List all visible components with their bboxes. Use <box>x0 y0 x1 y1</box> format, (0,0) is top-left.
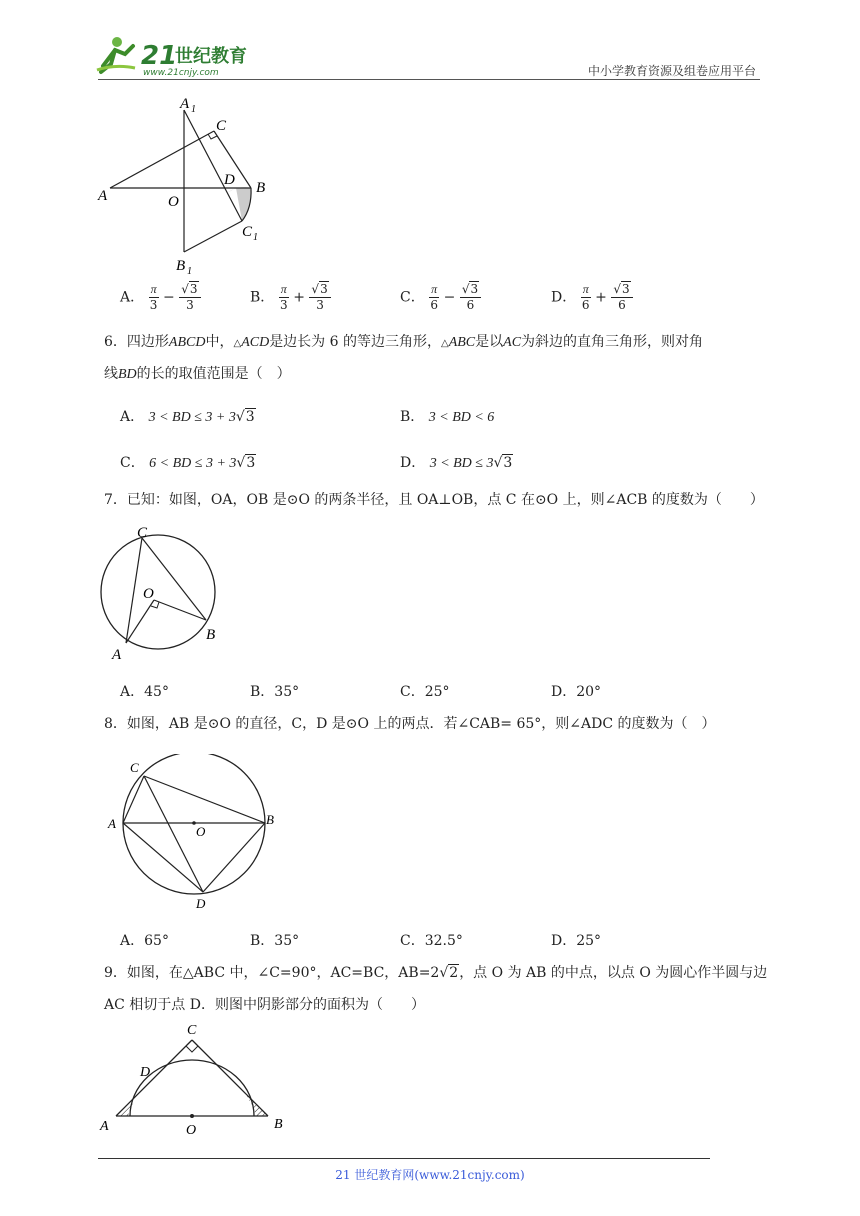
svg-text:1: 1 <box>187 266 192 277</box>
q8-option-c[interactable]: C．32.5° <box>400 933 463 949</box>
label-c1: C <box>242 224 253 240</box>
q8-option-b[interactable]: B．35° <box>250 933 300 949</box>
q7-option-b[interactable]: B．35° <box>250 684 300 700</box>
label-o: O <box>196 824 206 839</box>
q7-option-d[interactable]: D．20° <box>551 684 602 700</box>
label-b: B <box>274 1117 283 1132</box>
site-logo <box>95 34 255 78</box>
q8-option-a[interactable]: A．65° <box>120 933 169 949</box>
q7-figure <box>96 520 226 666</box>
logo-url: www.21cnjy.com <box>143 68 219 78</box>
q5-option-a[interactable]: A． $\frac{\pi}{3}$ − $\frac{√3}{3}$ <box>120 282 201 313</box>
label-c: C <box>187 1023 197 1038</box>
q5-figure <box>96 96 286 278</box>
runner-logo-icon <box>95 34 255 78</box>
label-a: A <box>100 1119 109 1134</box>
q6-option-b[interactable]: B． 3 < BD < 6 <box>400 409 495 425</box>
q9-stem-line2: AC 相切于点 D．则图中阴影部分的面积为（ ） <box>104 997 425 1013</box>
svg-text:1: 1 <box>253 232 258 243</box>
q6-option-d[interactable]: D． 3 < BD ≤ 3√3 <box>400 455 513 471</box>
label-a: A <box>108 816 116 831</box>
label-b: B <box>266 812 274 827</box>
label-d: D <box>224 172 235 188</box>
q6-stem-line2: 线BD的长的取值范围是（ ） <box>104 366 291 382</box>
header-divider <box>98 79 760 80</box>
q6-option-a[interactable]: A． 3 < BD ≤ 3 + 3√3 <box>120 409 255 425</box>
label-c: C <box>216 118 227 134</box>
label-a: A <box>112 647 122 663</box>
label-o: O <box>186 1123 197 1138</box>
q8-stem: 8．如图，AB 是⊙O 的直径，C，D 是⊙O 上的两点．若∠CAB= 65°，则∠ADC 的度数为（ ） <box>104 716 716 732</box>
label-b: B <box>206 627 216 643</box>
q6-stem-line1: 6．四边形ABCD中，△ACD是边长为 6 的等边三角形，△ABC是以AC为斜边的直角三角形，则对角 <box>104 334 704 350</box>
footer-link[interactable]: 21 世纪教育网(www.21cnjy.com) <box>335 1168 525 1182</box>
label-a1: A <box>180 96 190 112</box>
q8-option-d[interactable]: D．25° <box>551 933 602 949</box>
q5-option-c[interactable]: C． $\frac{\pi}{6}$ − $\frac{√3}{6}$ <box>400 282 481 313</box>
q7-stem: 7．已知：如图，OA，OB 是⊙O 的两条半径，且 OA⊥OB，点 C 在⊙O 上，则∠ACB 的度数为（ ） <box>104 492 764 508</box>
q8-figure <box>96 754 286 914</box>
footer-divider <box>98 1158 710 1159</box>
label-b: B <box>256 180 266 196</box>
q9-stem-line1: 9．如图，在△ABC 中，∠C=90°，AC=BC，AB=2√2，点 O 为 AB 的中点，以点 O 为圆心作半圆与边 <box>104 965 768 981</box>
label-c: C <box>130 760 139 775</box>
header-platform-name: 中小学教育资源及组卷应用平台 <box>587 64 756 78</box>
label-c: C <box>137 525 148 541</box>
logo-number: 21 <box>141 41 178 71</box>
logo-text: 世纪教育 <box>175 46 247 67</box>
q5-option-b[interactable]: B． $\frac{\pi}{3}$ + $\frac{√3}{3}$ <box>250 282 331 313</box>
label-d: D <box>140 1065 151 1080</box>
q5-option-d[interactable]: D． $\frac{\pi}{6}$ + $\frac{√3}{6}$ <box>551 282 633 313</box>
q7-option-c[interactable]: C．25° <box>400 684 450 700</box>
label-o: O <box>168 194 179 210</box>
q6-option-c[interactable]: C． 6 < BD ≤ 3 + 3√3 <box>120 455 256 471</box>
label-b1: B <box>176 258 186 274</box>
label-o: O <box>143 586 154 602</box>
svg-text:1: 1 <box>191 104 196 115</box>
label-a: A <box>98 188 108 204</box>
label-d: D <box>196 896 206 911</box>
q7-option-a[interactable]: A．45° <box>120 684 169 700</box>
q9-figure <box>96 1016 296 1138</box>
